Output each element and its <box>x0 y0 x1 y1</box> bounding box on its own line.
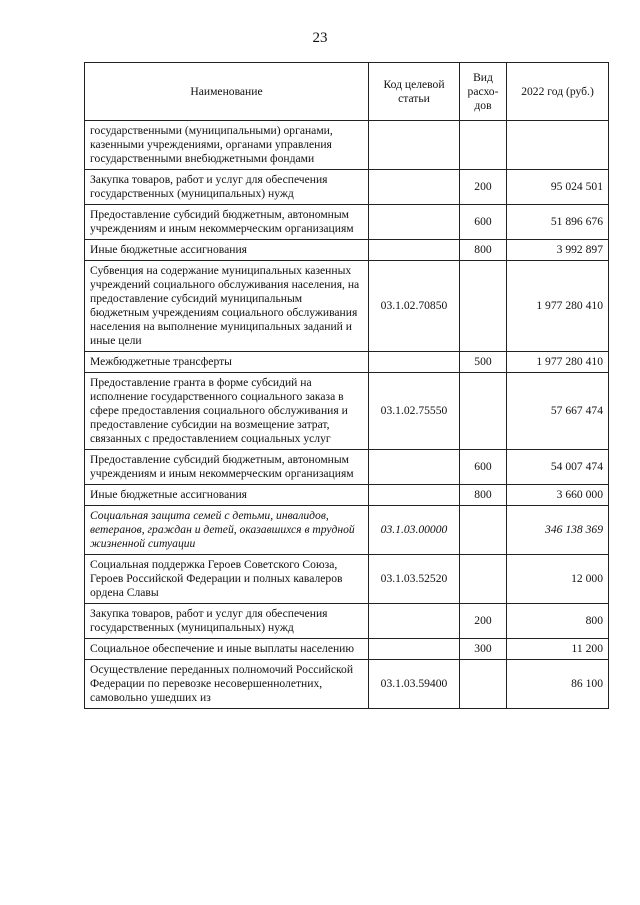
cell-code <box>369 485 460 506</box>
cell-code <box>369 205 460 240</box>
table-row <box>85 205 609 240</box>
header-name: Наименование <box>85 63 369 121</box>
cell-amount: 51 896 676 <box>507 205 609 240</box>
table-row <box>85 170 609 205</box>
budget-table <box>84 62 609 709</box>
cell-name: Иные бюджетные ассигнования <box>85 485 369 506</box>
cell-name: Иные бюджетные ассигнования <box>85 240 369 261</box>
cell-type <box>460 506 507 555</box>
cell-amount: 86 100 <box>507 660 609 709</box>
cell-type: 200 <box>460 170 507 205</box>
cell-type <box>460 555 507 604</box>
cell-type <box>460 373 507 450</box>
cell-amount: 57 667 474 <box>507 373 609 450</box>
table-row <box>85 373 609 450</box>
cell-name: Межбюджетные трансферты <box>85 352 369 373</box>
cell-amount: 3 660 000 <box>507 485 609 506</box>
cell-code <box>369 604 460 639</box>
cell-name: Предоставление субсидий бюджетным, автономным учреждениям и иным некоммерческим организациям <box>85 450 369 485</box>
cell-name: Субвенция на содержание муниципальных казенных учреждений социального обслуживания населения, на предоставление субсидий муниципальным бюджетным учреждениям социального обслуживания населения на выполнение муниципальных заданий и иные цели <box>85 261 369 352</box>
cell-code <box>369 170 460 205</box>
cell-amount: 1 977 280 410 <box>507 261 609 352</box>
header-type: Вид расхо-дов <box>460 63 507 121</box>
cell-amount: 12 000 <box>507 555 609 604</box>
cell-type: 500 <box>460 352 507 373</box>
cell-name: Закупка товаров, работ и услуг для обеспечения государственных (муниципальных) нужд <box>85 170 369 205</box>
table-row <box>85 121 609 170</box>
cell-type <box>460 121 507 170</box>
cell-name: Социальное обеспечение и иные выплаты населению <box>85 639 369 660</box>
cell-type: 800 <box>460 485 507 506</box>
cell-amount: 346 138 369 <box>507 506 609 555</box>
header-amount: 2022 год (руб.) <box>507 63 609 121</box>
table-row <box>85 352 609 373</box>
table-row <box>85 450 609 485</box>
cell-type: 600 <box>460 450 507 485</box>
cell-type: 600 <box>460 205 507 240</box>
cell-name: Социальная защита семей с детьми, инвалидов, ветеранов, граждан и детей, оказавшихся в трудной жизненной ситуации <box>85 506 369 555</box>
table-row <box>85 261 609 352</box>
cell-type: 300 <box>460 639 507 660</box>
table-row <box>85 639 609 660</box>
page-number: 23 <box>312 30 328 46</box>
table-body <box>85 121 609 709</box>
cell-name: государственными (муниципальными) органами, казенными учреждениями, органами управления государственными внебюджетными фондами <box>85 121 369 170</box>
table-row <box>85 604 609 639</box>
table-row <box>85 240 609 261</box>
cell-name: Предоставление гранта в форме субсидий на исполнение государственного социального заказа в сфере предоставления социального обслуживания и предоставление субсидии на возмещение затрат, связанных с предоставлением социальных услуг <box>85 373 369 450</box>
cell-amount: 800 <box>507 604 609 639</box>
cell-amount: 1 977 280 410 <box>507 352 609 373</box>
cell-amount: 95 024 501 <box>507 170 609 205</box>
cell-code <box>369 121 460 170</box>
table-header-row <box>85 63 609 121</box>
cell-amount: 3 992 897 <box>507 240 609 261</box>
cell-code <box>369 240 460 261</box>
cell-name: Закупка товаров, работ и услуг для обеспечения государственных (муниципальных) нужд <box>85 604 369 639</box>
cell-code <box>369 352 460 373</box>
cell-name: Социальная поддержка Героев Советского Союза, Героев Российской Федерации и полных кавалеров ордена Славы <box>85 555 369 604</box>
header-code: Код целевой статьи <box>369 63 460 121</box>
cell-code: 03.1.03.00000 <box>369 506 460 555</box>
cell-type <box>460 660 507 709</box>
table-row <box>85 660 609 709</box>
cell-amount: 11 200 <box>507 639 609 660</box>
cell-code: 03.1.02.75550 <box>369 373 460 450</box>
cell-type <box>460 261 507 352</box>
cell-amount <box>507 121 609 170</box>
cell-name: Предоставление субсидий бюджетным, автономным учреждениям и иным некоммерческим организациям <box>85 205 369 240</box>
cell-code <box>369 639 460 660</box>
table-row <box>85 485 609 506</box>
cell-code: 03.1.02.70850 <box>369 261 460 352</box>
cell-name: Осуществление переданных полномочий Российской Федерации по перевозке несовершеннолетних, самовольно ушедших из <box>85 660 369 709</box>
table-row <box>85 555 609 604</box>
cell-code <box>369 450 460 485</box>
cell-type: 800 <box>460 240 507 261</box>
table-row <box>85 506 609 555</box>
cell-code: 03.1.03.59400 <box>369 660 460 709</box>
cell-amount: 54 007 474 <box>507 450 609 485</box>
cell-type: 200 <box>460 604 507 639</box>
cell-code: 03.1.03.52520 <box>369 555 460 604</box>
